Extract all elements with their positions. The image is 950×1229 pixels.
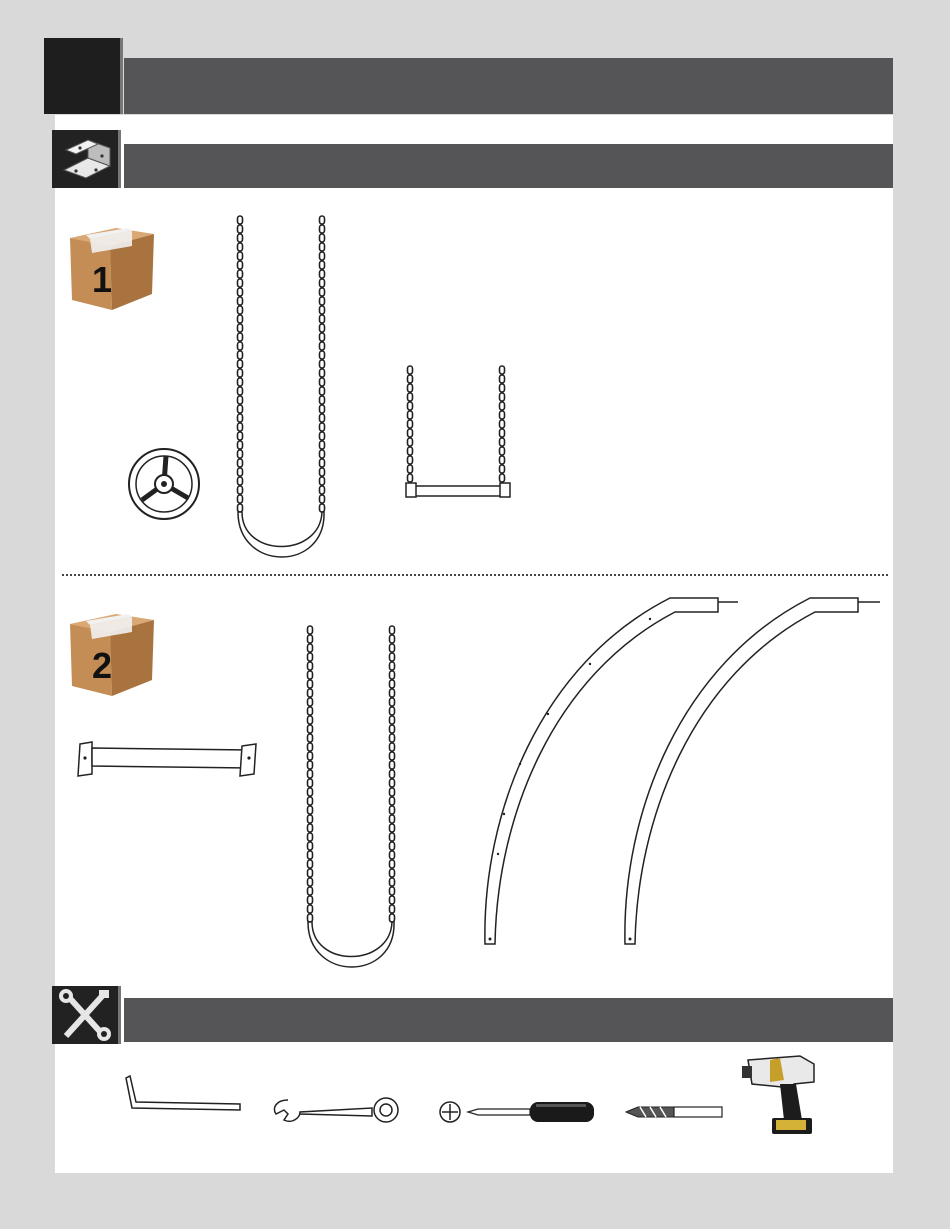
chain-link [238,279,243,287]
chain-link [320,432,325,440]
chain-link [500,375,505,383]
chain-link [390,761,395,769]
chain-link [320,288,325,296]
allen-key-icon [124,1074,242,1114]
chain-link [320,252,325,260]
chain-link [408,456,413,464]
chain-link [320,495,325,503]
chain-link [308,698,313,706]
chain-link [390,653,395,661]
chain-link [238,432,243,440]
chain-link [408,402,413,410]
chain-link [390,680,395,688]
steering-wheel-part [126,446,202,522]
chain-link [320,504,325,512]
chain-link [390,752,395,760]
chain-link [238,333,243,341]
swing-beam-bracket-part [72,740,262,780]
chain-link [308,896,313,904]
chain-link [308,644,313,652]
chain-link [238,360,243,368]
chain-link [500,465,505,473]
chain-link [238,234,243,242]
chain-link [320,315,325,323]
chain-link [308,797,313,805]
chain-link [320,468,325,476]
chain-link [308,860,313,868]
chain-link [238,342,243,350]
chain-link [320,261,325,269]
chain-link [308,824,313,832]
chain-link [238,441,243,449]
hardware-section-bar [124,144,893,188]
chain-link [320,342,325,350]
page-header-bar [124,58,893,114]
chain-link [320,297,325,305]
chain-link [320,279,325,287]
box-2-label: 2 [91,645,113,686]
swing-seat-belt [238,512,324,557]
chain-link [408,474,413,482]
chain-link [308,878,313,886]
chain-link [238,405,243,413]
chain-link [320,369,325,377]
chain-link [320,486,325,494]
chain-link [500,456,505,464]
chain-link [500,438,505,446]
carton-box-2 [66,606,158,698]
chain-link [238,396,243,404]
trapeze-bar [408,486,508,496]
chain-link [408,384,413,392]
chain-link [390,806,395,814]
chain-link [320,450,325,458]
chain-link [308,707,313,715]
wrench-screwdriver-icon [52,986,118,1044]
chain-link [320,333,325,341]
chain-link [390,743,395,751]
chain-link [308,815,313,823]
chain-link [500,474,505,482]
drill-bit-icon [624,1104,724,1120]
chain-link [390,887,395,895]
chain-link [320,306,325,314]
belt-swing-part [230,212,334,568]
chain-link [320,234,325,242]
chain-link [320,378,325,386]
swing-seat-belt [308,922,394,967]
chain-link [390,707,395,715]
chain-link [238,288,243,296]
chain-link [390,905,395,913]
chain-link [238,216,243,224]
chain-link [320,459,325,467]
chain-link [308,680,313,688]
chain-link [500,420,505,428]
curved-leg-part-2 [620,594,884,950]
chain-link [320,396,325,404]
chain-link [308,887,313,895]
trapeze-end-cap [406,483,416,497]
chain-link [308,725,313,733]
chain-link [320,270,325,278]
chain-link [408,366,413,374]
step-number-tab [44,38,120,114]
chain-link [238,495,243,503]
chain-link [390,635,395,643]
chain-link [308,779,313,787]
chain-link [390,788,395,796]
chain-link [238,297,243,305]
chain-link [390,878,395,886]
chain-link [308,734,313,742]
chain-link [238,414,243,422]
chain-link [390,869,395,877]
chain-link [308,806,313,814]
chain-link [500,384,505,392]
cordless-drill-icon [740,1054,820,1138]
chain-link [238,378,243,386]
chain-link [390,644,395,652]
chain-link [408,429,413,437]
chain-link [308,635,313,643]
chain-link [320,225,325,233]
combination-wrench-icon [270,1096,402,1126]
belt-swing-part-2 [300,622,404,978]
chain-link [390,770,395,778]
chain-link [308,833,313,841]
chain-link [238,306,243,314]
chain-link [238,468,243,476]
trapeze-bar-part [402,362,516,504]
chain-link [320,216,325,224]
chain-link [320,360,325,368]
chain-link [390,716,395,724]
chain-link [408,411,413,419]
chain-link [320,441,325,449]
chain-link [320,414,325,422]
chain-link [308,662,313,670]
chain-link [308,671,313,679]
chain-link [238,450,243,458]
chain-link [408,420,413,428]
chain-link [390,896,395,904]
chain-link [390,860,395,868]
chain-link [408,465,413,473]
chain-link [238,324,243,332]
chain-link [320,387,325,395]
chain-link [238,423,243,431]
chain-link [500,429,505,437]
chain-link [238,315,243,323]
chain-link [238,351,243,359]
chain-link [500,393,505,401]
chain-link [238,270,243,278]
chain-link [500,411,505,419]
chain-link [308,761,313,769]
chain-link [320,477,325,485]
chain-link [308,770,313,778]
chain-link [238,369,243,377]
chain-link [308,851,313,859]
chain-link [320,243,325,251]
box-separator [62,574,888,576]
chain-link [390,725,395,733]
chain-link [500,402,505,410]
chain-link [320,351,325,359]
chain-link [238,252,243,260]
chain-link [500,366,505,374]
chain-link [238,261,243,269]
chain-link [320,405,325,413]
chain-link [390,626,395,634]
chain-link [320,423,325,431]
chain-link [390,815,395,823]
chain-link [308,842,313,850]
chain-link [308,752,313,760]
tools-section-bar [124,998,893,1042]
chain-link [238,477,243,485]
chain-link [390,671,395,679]
trapeze-end-cap [500,483,510,497]
box-1-label: 1 [91,259,113,300]
chain-link [390,824,395,832]
chain-link [238,387,243,395]
chain-link [238,225,243,233]
chain-link [408,447,413,455]
chain-link [390,842,395,850]
chain-link [308,716,313,724]
chain-link [308,743,313,751]
chain-link [408,438,413,446]
chain-link [308,905,313,913]
chain-link [308,689,313,697]
chain-link [308,914,313,922]
phillips-screwdriver-icon [438,1094,598,1130]
chain-link [308,653,313,661]
chain-link [308,869,313,877]
chain-link [238,486,243,494]
bracket-hardware-icon [52,130,118,188]
chain-link [390,662,395,670]
chain-link [390,851,395,859]
chain-link [308,788,313,796]
chain-link [238,459,243,467]
chain-link [238,243,243,251]
chain-link [390,689,395,697]
chain-link [390,914,395,922]
chain-link [390,797,395,805]
chain-link [390,833,395,841]
chain-link [500,447,505,455]
chain-link [238,504,243,512]
chain-link [408,393,413,401]
chain-link [408,375,413,383]
chain-link [320,324,325,332]
chain-link [390,698,395,706]
chain-link [308,626,313,634]
carton-box-1 [66,220,158,312]
chain-link [390,779,395,787]
chain-link [390,734,395,742]
